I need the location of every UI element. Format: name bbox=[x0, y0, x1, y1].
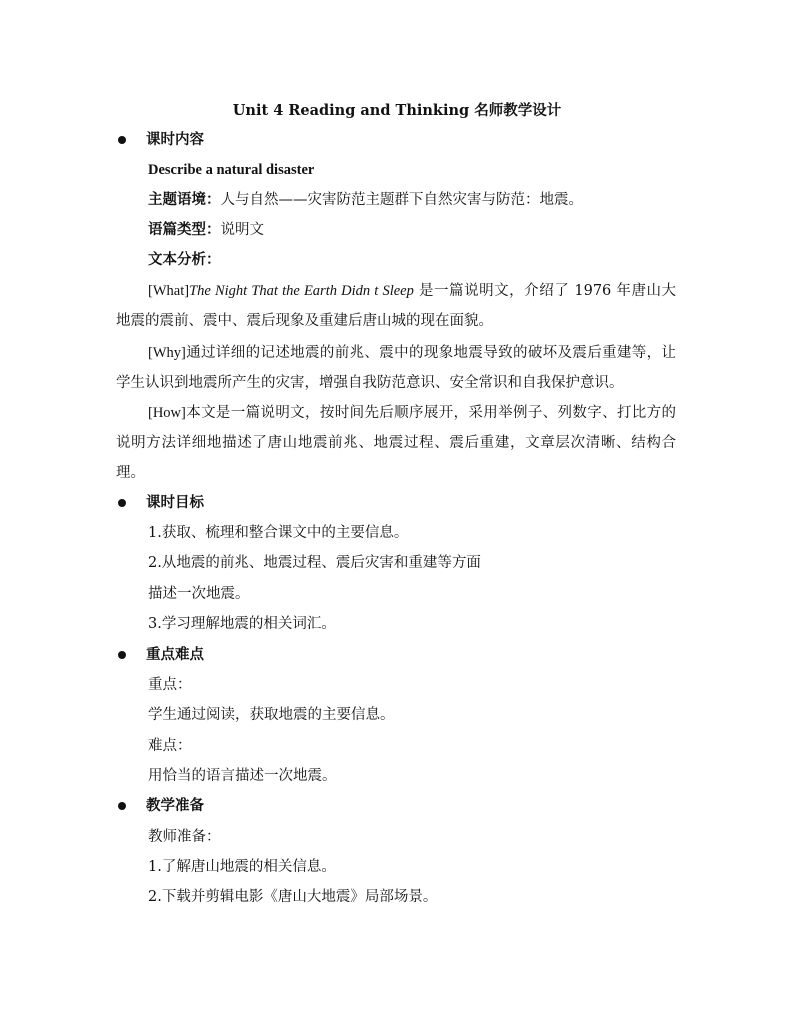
list-item: 1.了解唐山地震的相关信息。 bbox=[148, 859, 336, 875]
theme-line bbox=[148, 190, 583, 210]
section-heading-content: 课时内容 bbox=[146, 131, 204, 148]
what-text: 是一篇说明文，介绍了 1976 年唐山大地震的震前、震中、震后现象及重建后唐山城的现在面貌。 bbox=[116, 283, 676, 329]
list-item: 2.下载并剪辑电影《唐山大地震》局部场景。 bbox=[148, 889, 438, 905]
how-text: 本文是一篇说明文，按时间先后顺序展开，采用举例子、列数字、打比方的说明方法详细地描述了唐山地震前兆、地震过程、震后重建，文章层次清晰、结构合理。 bbox=[116, 405, 676, 481]
what-title: The Night That the Earth Didn t Sleep bbox=[189, 283, 414, 299]
why-paragraph bbox=[116, 338, 676, 398]
bullet-icon bbox=[118, 802, 126, 810]
theme-label: 主题语境： bbox=[148, 191, 221, 208]
how-tag: [How] bbox=[148, 405, 186, 421]
why-text: 通过详细的记述地震的前兆、震中的现象地震导致的破坏及震后重建等，让学生认识到地震所产生的灾害，增强自我防范意识、安全常识和自我保护意识。 bbox=[116, 345, 676, 391]
bullet-icon bbox=[118, 651, 126, 659]
what-tag: [What] bbox=[148, 283, 190, 299]
bullet-icon bbox=[118, 499, 126, 507]
difficulty-text: 用恰当的语言描述一次地震。 bbox=[148, 768, 337, 784]
document-title: Unit 4 Reading and Thinking 名师教学设计 bbox=[232, 102, 562, 119]
key-text: 学生通过阅读，获取地震的主要信息。 bbox=[148, 707, 395, 723]
genre-text: 说明文 bbox=[220, 222, 264, 238]
bullet-icon bbox=[118, 136, 126, 144]
list-item: 3.学习理解地震的相关词汇。 bbox=[148, 616, 336, 632]
key-label: 重点： bbox=[148, 677, 192, 693]
lesson-topic: Describe a natural disaster bbox=[148, 162, 315, 178]
genre-label: 语篇类型： bbox=[148, 221, 221, 238]
genre-line bbox=[148, 220, 264, 240]
section-heading-objectives: 课时目标 bbox=[146, 494, 204, 511]
what-paragraph bbox=[116, 276, 676, 336]
how-paragraph bbox=[116, 398, 676, 488]
section-heading-preparation: 教学准备 bbox=[146, 797, 204, 814]
list-item: 描述一次地震。 bbox=[148, 586, 250, 602]
list-item: 1.获取、梳理和整合课文中的主要信息。 bbox=[148, 525, 409, 541]
difficulty-label: 难点： bbox=[148, 738, 192, 754]
teacher-label: 教师准备： bbox=[148, 829, 221, 845]
theme-text: 人与自然——灾害防范主题群下自然灾害与防范：地震。 bbox=[220, 192, 583, 208]
why-tag: [Why] bbox=[148, 345, 186, 361]
analysis-label: 文本分析： bbox=[148, 251, 221, 268]
list-item: 2.从地震的前兆、地震过程、震后灾害和重建等方面 bbox=[148, 555, 481, 571]
section-heading-key-points: 重点难点 bbox=[146, 646, 204, 663]
